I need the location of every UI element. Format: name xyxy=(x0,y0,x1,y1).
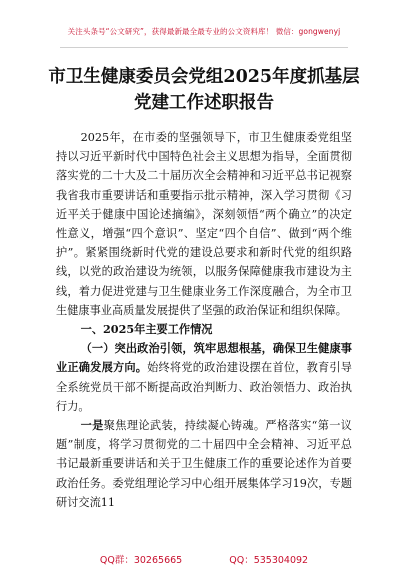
subsection-heading: （一）突出政治引领，筑牢思想根基，确保卫生健康事业正确发展方向。 xyxy=(56,341,352,375)
header-banner xyxy=(0,0,408,56)
document-body xyxy=(56,128,352,512)
header-divider xyxy=(60,47,348,48)
point-paragraph xyxy=(56,416,352,512)
intro-paragraph: 2025年，在市委的坚强领导下，市卫生健康委党组坚持以习近平新时代中国特色社会主义思想为指导，全面贯彻落实党的二十大及二十届历次全会精神和习近平总书记视察我省我市重要讲话和重要指示批示精神，深入学习贯彻《习近平关于健康中国论述摘编》，深刻领悟“两个确立”的决定性意义，增强“四个意识”、坚定“四个自信”、做到“两个维护”。紧紧围绕新时代党的建设总要求和新时代党的组织路线，以党的政治建设为统领，以服务保障健康我市建设为主线，着力促进党建与卫生健康业务工作深度融合，为全市卫生健康事业高质量发展提供了坚强的政治保证和组织保障。 xyxy=(56,131,352,317)
subsection-paragraph xyxy=(56,339,352,416)
document-title-line2: 党建工作述职报告 xyxy=(134,93,274,113)
section-heading: 一、2025年主要工作情况 xyxy=(80,322,213,337)
subsection-text: 始终将党的政治建设摆在首位，教育引导全系统党员干部不断提高政治判断力、政治领悟力、政治执行力。 xyxy=(56,361,352,413)
footer-qq-group: QQ群：30265665 xyxy=(99,555,183,566)
footer-qq: QQ：535304092 xyxy=(229,555,309,566)
footer-contact xyxy=(0,552,408,566)
point-text: 聚焦理论武装，持续凝心铸魂。严格落实“第一议题”制度，将学习贯彻党的二十届四中全会精神、习近平总书记最新重要讲话和关于卫生健康工作的重要论述作为首要政治任务。委党组理论学习中心组开展集体学习19次，专题研讨交流11 xyxy=(56,419,352,509)
point-lead: 一是 xyxy=(80,418,104,433)
document-title-line1: 市卫生健康委员会党组2025年度抓基层 xyxy=(48,67,360,87)
header-banner-text: 关注头条号“公文研究”，获得最新最全最专业的公文资料库！ 微信：gongwenyj xyxy=(67,27,341,36)
